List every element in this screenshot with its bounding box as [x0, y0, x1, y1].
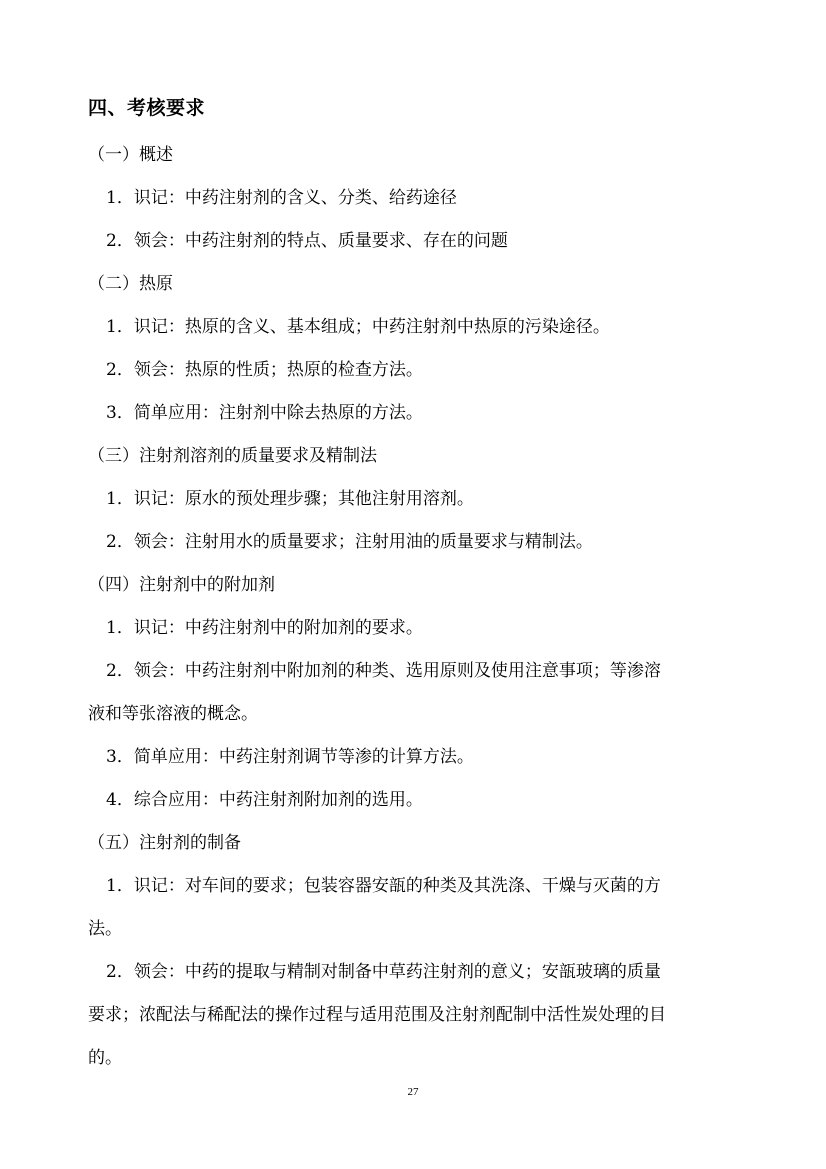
list-item-continuation: 液和等张溶液的概念。 — [88, 704, 258, 724]
list-item: 4．综合应用：中药注射剂附加剂的选用。 — [106, 790, 423, 810]
list-item: 1．识记：中药注射剂中的附加剂的要求。 — [106, 618, 423, 638]
list-item-continuation: 的。 — [88, 1048, 122, 1068]
subsection-title-additives: （四）注射剂中的附加剂 — [88, 575, 275, 595]
list-item: 3．简单应用：中药注射剂调节等渗的计算方法。 — [106, 747, 474, 767]
list-item: 1．识记：对车间的要求；包装容器安瓿的种类及其洗涤、干燥与灭菌的方 — [106, 876, 661, 896]
list-item-continuation: 要求；浓配法与稀配法的操作过程与适用范围及注射剂配制中活性炭处理的目 — [88, 1005, 666, 1025]
list-item: 2．领会：中药的提取与精制对制备中草药注射剂的意义；安瓿玻璃的质量 — [106, 962, 661, 982]
page-number: 27 — [407, 1086, 419, 1098]
list-item: 1．识记：中药注射剂的含义、分类、给药途径 — [106, 188, 457, 208]
list-item: 1．识记：原水的预处理步骤；其他注射用溶剂。 — [106, 489, 474, 509]
section-heading: 四、考核要求 — [88, 97, 206, 119]
list-item-continuation: 法。 — [88, 919, 122, 939]
list-item: 3．简单应用：注射剂中除去热原的方法。 — [106, 403, 423, 423]
subsection-title-pyrogen: （二）热原 — [88, 274, 173, 294]
subsection-title-preparation: （五）注射剂的制备 — [88, 833, 241, 853]
list-item: 2．领会：中药注射剂的特点、质量要求、存在的问题 — [106, 231, 508, 251]
list-item: 2．领会：热原的性质；热原的检查方法。 — [106, 360, 423, 380]
subsection-title-overview: （一）概述 — [88, 145, 173, 165]
list-item: 2．领会：注射用水的质量要求；注射用油的质量要求与精制法。 — [106, 532, 593, 552]
list-item: 1．识记：热原的含义、基本组成；中药注射剂中热原的污染途径。 — [106, 317, 610, 337]
subsection-title-solvent: （三）注射剂溶剂的质量要求及精制法 — [88, 446, 377, 466]
list-item: 2．领会：中药注射剂中附加剂的种类、选用原则及使用注意事项；等渗溶 — [106, 661, 661, 681]
